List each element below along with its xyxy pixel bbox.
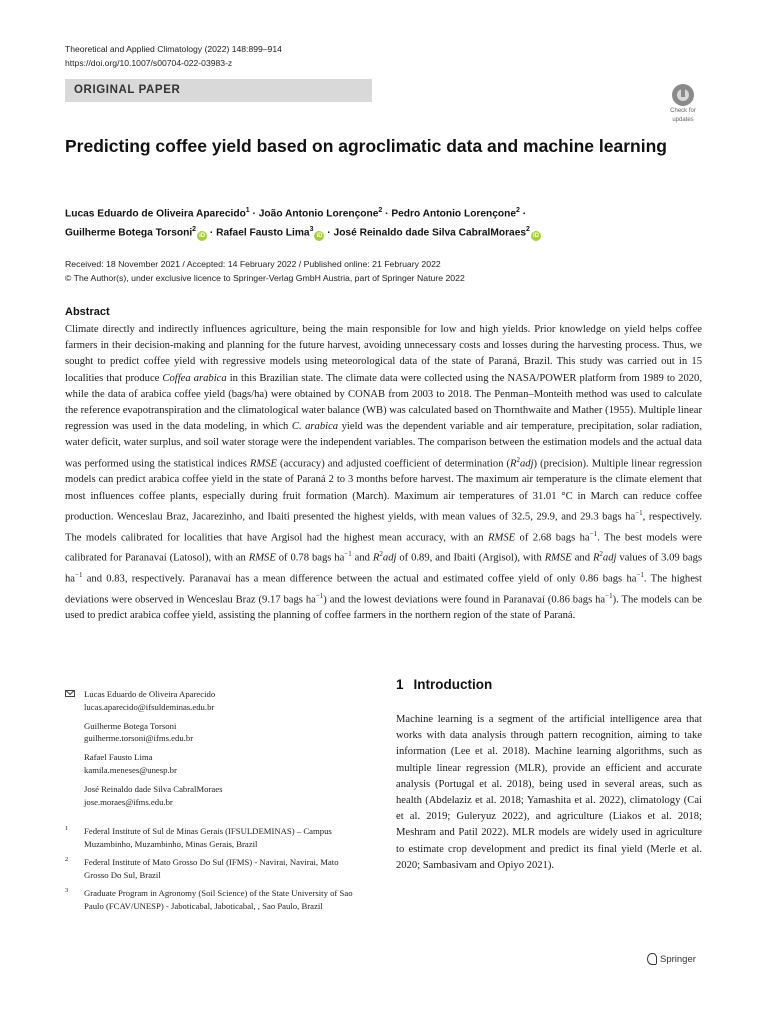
contact-email[interactable]: lucas.aparecido@ifsuldeminas.edu.br: [84, 701, 215, 712]
journal-citation: Theoretical and Applied Climatology (2022) 148:899–914: [65, 44, 282, 54]
article-type-label: ORIGINAL PAPER: [74, 84, 181, 96]
journal-header: [65, 42, 282, 70]
orcid-icon[interactable]: iD: [532, 232, 539, 239]
affiliation-text: Federal Institute of Mato Grosso Do Sul (IFMS) - Navirai, Navirai, Mato Grosso Do Sul, Brazil: [84, 857, 339, 880]
author-list: Lucas Eduardo de Oliveira Aparecido$^1$ · João Antonio Lorençone$^2$ · Pedro Antonio Lorençone$^2$ · Guilherme Botega Torsoni$^2$iD · Rafael Fausto Lima$^3$iD · José Reinaldo dade Silva CabralMoraes$^2$iD: [65, 207, 539, 239]
author-affiliation-mark: 1: [245, 207, 250, 214]
affiliation-number: 1: [65, 825, 69, 832]
author-name[interactable]: Rafael Fausto Lima: [216, 227, 310, 239]
affiliation-entry: [65, 825, 365, 850]
section-title: Introduction: [413, 677, 493, 692]
section-number: 1: [396, 677, 404, 692]
affiliations: [65, 825, 365, 919]
contact-entry: [65, 688, 365, 713]
springer-logo-icon: [646, 952, 657, 965]
contact-email[interactable]: kamila.meneses@unesp.br: [84, 764, 177, 775]
orcid-icon[interactable]: iD: [199, 232, 206, 239]
check-for-updates-badge[interactable]: [664, 84, 702, 122]
corresponding-contacts: [65, 688, 365, 815]
paper-title: Predicting coffee yield based on agroclimatic data and machine learning: [65, 136, 667, 156]
affiliation-number: 2: [65, 856, 69, 864]
author-name[interactable]: Pedro Antonio Lorençone: [391, 208, 517, 220]
affiliation-text: Federal Institute of Sul de Minas Gerais (IFSULDEMINAS) – Campus Muzambinho, Muzambinho, Minas Gerais, Brazil: [84, 826, 332, 849]
author-name[interactable]: Guilherme Botega Torsoni: [65, 227, 193, 239]
introduction-body: Machine learning is a segment of the artificial intelligence area that works with data analysis through pattern recognition, aiming to take information (Lee et al. 2018). Machine learning algorithms, such as multiple linear regression (MLR), provide an efficient and accurate analysis (Portugal et al. 2018), being used in several areas, such as health (Abdelaziz et al. 2018; Yamashita et al. 2022), climatology (Cai et al. 2019; Guleryuz 2022), and agriculture (Liakos et al. 2018; Meshram and Patil 2022). MLR models are widely used in agriculture to estimate crop development and predict its final yield (Merle et al. 2020; Sambasivam and Opiyo 2021).: [396, 714, 702, 871]
contact-name: Guilherme Botega Torsoni: [84, 720, 177, 731]
author-name[interactable]: José Reinaldo dade Silva CabralMoraes: [333, 227, 527, 239]
contact-name: Rafael Fausto Lima: [84, 752, 153, 763]
check-updates-line1: Check for: [670, 108, 696, 114]
author-affiliation-mark: 2: [516, 207, 520, 214]
author-affiliation-mark: 3: [309, 226, 314, 234]
author-name[interactable]: João Antonio Lorençone: [258, 208, 379, 220]
author-affiliation-mark: 2: [526, 226, 530, 234]
publisher-name: Springer: [660, 954, 696, 965]
contact-email[interactable]: guilherme.torsoni@ifms.edu.br: [84, 733, 194, 744]
contact-entry: [65, 720, 365, 745]
contact-email[interactable]: jose.moraes@ifms.edu.br: [84, 796, 173, 807]
orcid-icon[interactable]: iD: [316, 232, 323, 239]
contact-entry: [65, 751, 365, 776]
contact-entry: [65, 783, 365, 808]
author-affiliation-mark: 2: [378, 207, 383, 214]
article-type-banner: [65, 79, 372, 102]
affiliation-text: Graduate Program in Agronomy (Soil Science) of the State University of Sao Paulo (FCAV/UNESP) - Jaboticabal, Jaboticabal, , Sao Paulo, Brazil: [84, 888, 353, 911]
publication-dates: [65, 257, 465, 285]
envelope-icon: [65, 690, 75, 697]
affiliation-entry: [65, 887, 365, 912]
copyright-line: © The Author(s), under exclusive licence to Springer-Verlag GmbH Austria, part of Springer Nature 2022: [65, 273, 465, 283]
introduction-heading: [396, 677, 502, 692]
affiliation-number: 3: [65, 887, 69, 895]
received-line: Received: 18 November 2021 / Accepted: 14 February 2022 / Published online: 21 February 2022: [65, 259, 441, 269]
author-name[interactable]: Lucas Eduardo de Oliveira Aparecido: [65, 208, 246, 220]
contact-name: José Reinaldo dade Silva CabralMoraes: [84, 784, 223, 795]
check-updates-icon: [672, 84, 694, 106]
publisher-footer: [646, 952, 696, 965]
affiliation-entry: [65, 856, 365, 881]
author-affiliation-mark: 2: [192, 226, 197, 234]
contact-name: Lucas Eduardo de Oliveira Aparecido: [84, 689, 216, 699]
abstract-heading: Abstract: [65, 306, 110, 318]
abstract-body: Climate directly and indirectly influences agriculture, being the main responsible for low and high yields. Prior knowledge on yield helps coffee farmers in their decision-making and planning for the future harvest, avoiding unnecessary costs and losses during the harvesting process. Thus, we sought to predict coffee yield with regressive models using meteorological data of the state of Paraná, Brazil. This study was carried out in 15 localities that produce Coffea arabica in this Brazilian state. The climate data were collected using the NASA/POWER platform from 1989 to 2020, while the data of arabica coffee yield (bags/ha) were obtained by CONAB from 2003 to 2018. The Penman–Monteith method was used to calculate the reference evapotranspiration and the climatological water balance (WB) was calculated based on Thornthwaite and Mather (1955). Multiple linear regression was used in the data modeling, in which C. arabica yield was the dependent variable and air temperature, precipitation, solar radiation, water deficit, water surplus, and soil water storage were the independent variables. The comparison between the estimation models and the actual data was performed using the statistical indices RMSE (accuracy) and adjusted coefficient of determination $(R^2adj)$ (precision). Multiple linear regression models can predict arabica coffee yield in the state of Paraná 2 to 3 months before harvest. The maximum air temperature is the climate element that most influences coffee plants, especially during fruit formation (March). Maximum air temperatures of 31.01 °C in March can reduce coffee production. Wenceslau Braz, Jacarezinho, and Ibaiti presented the highest yields, with mean values of 32.5, 29.9, and 29.3 bags $ha^{-1}$, respectively. The models calibrated for localities that have Argisol had the highest mean accuracy, with an RMSE of 2.68 bags $ha^{-1}$. The best models were calibrated for Paranavaí (Latosol), with an RMSE of 0.78 bags $ha^{-1}$ and $R^2adj$ of 0.89, and Ibaiti (Argisol), with RMSE and $R^2adj$ values of 3.09 bags $ha^{-1}$ and 0.83, respectively. Paranavaí has a mean difference between the actual and estimated coffee yield of only 0.86 bags $ha^{-1}$. The highest deviations were observed in Wenceslau Braz (9.17 bags $ha^{-1}$) and the lowest deviations were found in Paranavaí (0.86 bags $ha^{-1}$). The models can be used to predict arabica coffee yield, assisting the planning of coffee farmers in the northern region of the state of Paraná.: [65, 324, 703, 622]
doi-link[interactable]: https://doi.org/10.1007/s00704-022-03983-z: [65, 58, 233, 68]
check-updates-line2: updates: [672, 116, 694, 123]
